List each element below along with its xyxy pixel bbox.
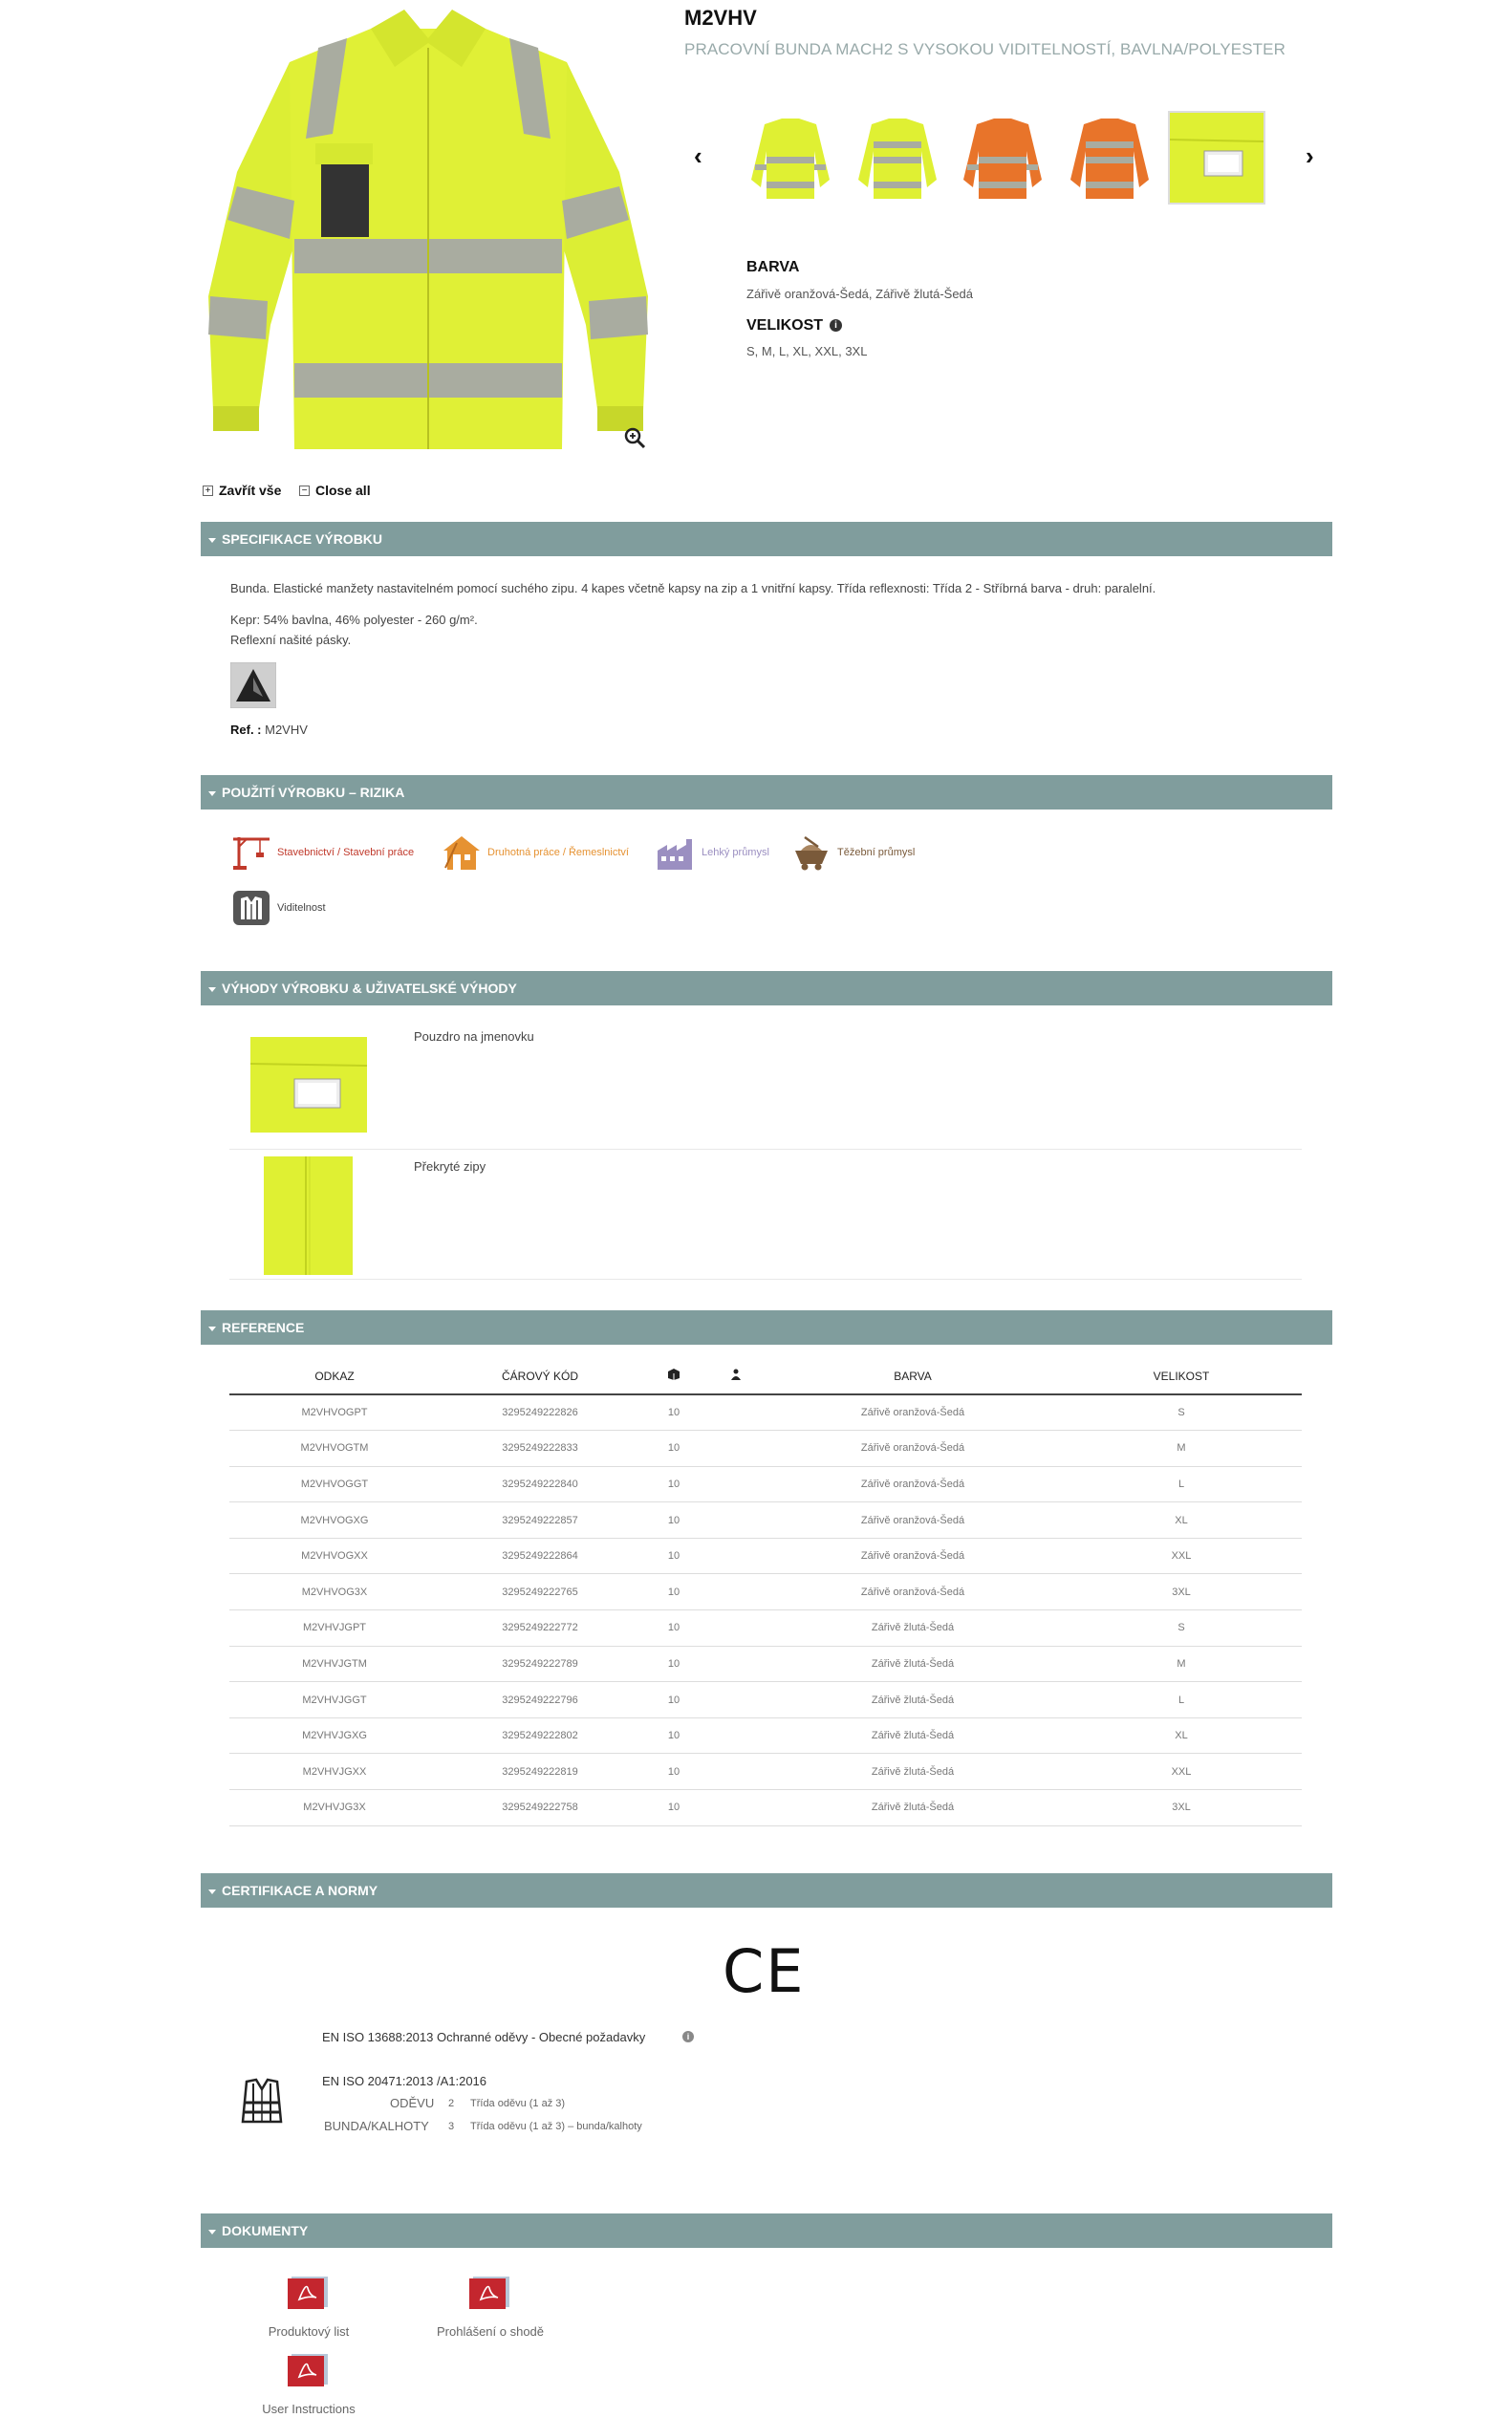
caret-down-icon bbox=[208, 1327, 216, 1331]
table-row bbox=[229, 1394, 1302, 1431]
table-cell: Zářivě oranžová-Šedá bbox=[765, 1574, 1061, 1610]
table-cell bbox=[707, 1610, 765, 1647]
table-cell: Zářivě žlutá-Šedá bbox=[765, 1610, 1061, 1647]
cert-row1-num: 2 bbox=[448, 2098, 455, 2109]
col-header-color: BARVA bbox=[765, 1358, 1061, 1394]
document-product-sheet[interactable] bbox=[232, 2275, 385, 2339]
table-row bbox=[229, 1754, 1302, 1790]
table-cell bbox=[707, 1646, 765, 1682]
table-row bbox=[229, 1717, 1302, 1754]
table-cell: S bbox=[1061, 1394, 1302, 1431]
spec-description: Bunda. Elastické manžety nastavitelném pomocí suchého zipu. 4 kapes včetně kapsy na zip a 1 vnitřní kapsy. Třída reflexnosti: Třída 2 - Stříbrná barva - druh: paralelní. bbox=[230, 581, 1156, 595]
table-cell: Zářivě oranžová-Šedá bbox=[765, 1502, 1061, 1539]
table-cell: Zářivě žlutá-Šedá bbox=[765, 1682, 1061, 1718]
ref-value: M2VHV bbox=[265, 723, 308, 737]
table-cell: M2VHVOGXG bbox=[229, 1502, 440, 1539]
risk-label: Těžební průmysl bbox=[837, 847, 916, 858]
table-row bbox=[229, 1646, 1302, 1682]
document-label: Prohlášení o shodě bbox=[436, 2324, 545, 2339]
pdf-icon bbox=[469, 2275, 511, 2309]
table-cell: 10 bbox=[640, 1717, 707, 1754]
risk-label: Druhotná práce / Řemeslnictví bbox=[487, 847, 629, 858]
thumbnail-yellow-front[interactable] bbox=[744, 113, 837, 203]
chevron-left-icon[interactable]: ‹ bbox=[694, 141, 702, 170]
iso-13688: EN ISO 13688:2013 Ochranné oděvy - Obecné požadavky bbox=[322, 2030, 646, 2044]
table-cell: 10 bbox=[640, 1431, 707, 1467]
expand-all-toggle[interactable] bbox=[203, 483, 281, 498]
col-header-pack bbox=[640, 1358, 707, 1394]
table-cell bbox=[707, 1394, 765, 1431]
cert-row1-label: ODĚVU bbox=[390, 2096, 435, 2110]
table-cell: M bbox=[1061, 1646, 1302, 1682]
table-cell: 3295249222840 bbox=[440, 1466, 640, 1502]
cert-row2-num: 3 bbox=[448, 2121, 455, 2132]
document-user-instructions[interactable] bbox=[232, 2352, 385, 2416]
benefit-image-badge-pocket bbox=[250, 1037, 367, 1133]
section-header-docs[interactable] bbox=[201, 2213, 1332, 2248]
table-cell: M2VHVOGGT bbox=[229, 1466, 440, 1502]
table-cell: M2VHVJGGT bbox=[229, 1682, 440, 1718]
mining-cart-icon bbox=[791, 833, 832, 872]
crane-icon bbox=[231, 833, 271, 872]
table-cell: 10 bbox=[640, 1466, 707, 1502]
table-cell: L bbox=[1061, 1466, 1302, 1502]
expand-all-label: Zavřít vše bbox=[219, 483, 282, 498]
factory-icon bbox=[656, 833, 696, 872]
benefit-image-zip bbox=[264, 1156, 353, 1275]
table-cell: Zářivě oranžová-Šedá bbox=[765, 1394, 1061, 1431]
table-cell: 10 bbox=[640, 1538, 707, 1574]
section-header-usage[interactable] bbox=[201, 775, 1332, 810]
table-cell: 10 bbox=[640, 1790, 707, 1826]
cert-row1-desc: Třída oděvu (1 až 3) bbox=[470, 2098, 566, 2109]
table-cell: 10 bbox=[640, 1394, 707, 1431]
table-cell: Zářivě žlutá-Šedá bbox=[765, 1646, 1061, 1682]
table-cell: Zářivě žlutá-Šedá bbox=[765, 1790, 1061, 1826]
table-cell: M2VHVOGPT bbox=[229, 1394, 440, 1431]
table-row bbox=[229, 1538, 1302, 1574]
table-cell bbox=[707, 1431, 765, 1467]
info-icon[interactable]: i bbox=[682, 2031, 694, 2042]
ce-mark: CE bbox=[723, 1936, 806, 2006]
reference-table bbox=[229, 1358, 1302, 1826]
table-row bbox=[229, 1790, 1302, 1826]
table-cell bbox=[707, 1754, 765, 1790]
table-cell: 3295249222857 bbox=[440, 1502, 640, 1539]
house-icon bbox=[442, 833, 482, 872]
table-row bbox=[229, 1502, 1302, 1539]
table-cell: 3295249222826 bbox=[440, 1394, 640, 1431]
table-cell bbox=[707, 1682, 765, 1718]
caret-down-icon bbox=[208, 538, 216, 543]
package-icon bbox=[667, 1369, 680, 1380]
table-cell bbox=[707, 1574, 765, 1610]
table-header-row bbox=[229, 1358, 1302, 1394]
risk-label: Stavebnictví / Stavební práce bbox=[277, 847, 415, 858]
table-cell: Zářivě žlutá-Šedá bbox=[765, 1717, 1061, 1754]
table-cell: 3XL bbox=[1061, 1790, 1302, 1826]
table-cell: M2VHVOGXX bbox=[229, 1538, 440, 1574]
product-subtitle: PRACOVNÍ BUNDA MACH2 S VYSOKOU VIDITELNOSTÍ, BAVLNA/POLYESTER bbox=[684, 40, 1285, 58]
table-cell: 3295249222864 bbox=[440, 1538, 640, 1574]
visibility-vest-icon bbox=[231, 889, 271, 927]
size-label: VELIKOST bbox=[746, 317, 824, 334]
reference-line bbox=[230, 723, 308, 737]
chevron-right-icon[interactable]: › bbox=[1306, 141, 1314, 170]
color-label: BARVA bbox=[746, 259, 800, 275]
col-header-person bbox=[707, 1358, 765, 1394]
table-cell bbox=[707, 1502, 765, 1539]
table-cell: 3295249222833 bbox=[440, 1431, 640, 1467]
spec-material: Kepr: 54% bavlna, 46% polyester - 260 g/m². bbox=[230, 613, 478, 627]
col-header-size: VELIKOST bbox=[1061, 1358, 1302, 1394]
section-header-cert[interactable] bbox=[201, 1873, 1332, 1908]
table-cell: M2VHVJGPT bbox=[229, 1610, 440, 1647]
table-cell: L bbox=[1061, 1682, 1302, 1718]
document-label: Produktový list bbox=[268, 2324, 350, 2339]
section-title: REFERENCE bbox=[222, 1320, 305, 1335]
table-cell: Zářivě oranžová-Šedá bbox=[765, 1466, 1061, 1502]
table-cell: XXL bbox=[1061, 1754, 1302, 1790]
table-cell: 10 bbox=[640, 1754, 707, 1790]
table-cell: M2VHVJGTM bbox=[229, 1646, 440, 1682]
table-cell: 3XL bbox=[1061, 1574, 1302, 1610]
table-cell: XL bbox=[1061, 1502, 1302, 1539]
pdf-icon bbox=[288, 2275, 330, 2309]
plus-box-icon: + bbox=[203, 486, 213, 496]
table-cell: 10 bbox=[640, 1502, 707, 1539]
table-cell: M2VHVOG3X bbox=[229, 1574, 440, 1610]
table-cell: Zářivě oranžová-Šedá bbox=[765, 1538, 1061, 1574]
table-cell: 10 bbox=[640, 1646, 707, 1682]
main-product-image[interactable] bbox=[199, 10, 658, 454]
section-header-benefits[interactable] bbox=[201, 971, 1332, 1005]
table-cell: 3295249222789 bbox=[440, 1646, 640, 1682]
divider bbox=[229, 1279, 1302, 1280]
col-header-odkaz: ODKAZ bbox=[229, 1358, 440, 1394]
caret-down-icon bbox=[208, 2230, 216, 2234]
thumbnail-orange-front[interactable] bbox=[956, 113, 1049, 203]
table-cell: XXL bbox=[1061, 1538, 1302, 1574]
cert-row2-label: BUNDA/KALHOTY bbox=[324, 2119, 429, 2133]
table-cell bbox=[707, 1790, 765, 1826]
benefit-label: Překryté zipy bbox=[414, 1159, 486, 1174]
thumbnail-yellow-back[interactable] bbox=[851, 113, 944, 203]
table-cell: 3295249222819 bbox=[440, 1754, 640, 1790]
table-row bbox=[229, 1431, 1302, 1467]
table-row bbox=[229, 1610, 1302, 1647]
table-cell: M2VHVJGXX bbox=[229, 1754, 440, 1790]
table-cell: M bbox=[1061, 1431, 1302, 1467]
person-icon bbox=[731, 1369, 741, 1380]
table-cell: S bbox=[1061, 1610, 1302, 1647]
size-value: S, M, L, XL, XXL, 3XL bbox=[746, 344, 868, 358]
section-title: DOKUMENTY bbox=[222, 2223, 309, 2238]
caret-down-icon bbox=[208, 791, 216, 796]
thumbnail-orange-back[interactable] bbox=[1063, 113, 1156, 203]
table-cell: M2VHVJGXG bbox=[229, 1717, 440, 1754]
section-header-reference[interactable] bbox=[201, 1310, 1332, 1345]
table-cell: 3295249222758 bbox=[440, 1790, 640, 1826]
section-title: CERTIFIKACE A NORMY bbox=[222, 1883, 378, 1898]
divider bbox=[229, 1149, 1302, 1150]
thumbnail-badge-pocket[interactable] bbox=[1170, 113, 1264, 203]
document-declaration[interactable] bbox=[414, 2275, 567, 2339]
zoom-icon[interactable] bbox=[623, 426, 646, 449]
table-row bbox=[229, 1682, 1302, 1718]
caret-down-icon bbox=[208, 987, 216, 992]
risk-label: Viditelnost bbox=[277, 902, 326, 914]
table-cell: M2VHVOGTM bbox=[229, 1431, 440, 1467]
table-row bbox=[229, 1574, 1302, 1610]
risk-mining bbox=[791, 833, 915, 872]
brand-logo-icon bbox=[230, 662, 276, 708]
product-code: M2VHV bbox=[684, 6, 757, 30]
table-cell bbox=[707, 1466, 765, 1502]
close-all-toggle[interactable] bbox=[299, 483, 371, 498]
spec-reflective: Reflexní našité pásky. bbox=[230, 633, 352, 647]
risk-construction bbox=[231, 833, 414, 872]
table-cell: Zářivě oranžová-Šedá bbox=[765, 1431, 1061, 1467]
table-cell: 3295249222772 bbox=[440, 1610, 640, 1647]
cert-row2-desc: Třída oděvu (1 až 3) – bunda/kalhoty bbox=[470, 2121, 642, 2132]
section-title: SPECIFIKACE VÝROBKU bbox=[222, 531, 383, 547]
hi-vis-vest-icon bbox=[241, 2078, 283, 2130]
iso-20471: EN ISO 20471:2013 /A1:2016 bbox=[322, 2074, 487, 2088]
table-cell: 3295249222765 bbox=[440, 1574, 640, 1610]
caret-down-icon bbox=[208, 1889, 216, 1894]
info-icon[interactable]: i bbox=[830, 319, 842, 332]
document-label: User Instructions bbox=[262, 2402, 356, 2416]
section-header-spec[interactable] bbox=[201, 522, 1332, 556]
risk-light-industry bbox=[656, 833, 769, 872]
minus-box-icon: − bbox=[299, 486, 310, 496]
benefit-label: Pouzdro na jmenovku bbox=[414, 1029, 534, 1044]
table-cell: XL bbox=[1061, 1717, 1302, 1754]
table-cell bbox=[707, 1538, 765, 1574]
table-cell: Zářivě žlutá-Šedá bbox=[765, 1754, 1061, 1790]
section-title: VÝHODY VÝROBKU & UŽIVATELSKÉ VÝHODY bbox=[222, 981, 517, 996]
ref-label: Ref. : bbox=[230, 723, 262, 737]
section-title: POUŽITÍ VÝROBKU – RIZIKA bbox=[222, 785, 405, 800]
risk-craft bbox=[442, 833, 629, 872]
table-cell: 3295249222802 bbox=[440, 1717, 640, 1754]
risk-label: Lehký průmysl bbox=[702, 847, 769, 858]
col-header-barcode: ČÁROVÝ KÓD bbox=[440, 1358, 640, 1394]
close-all-label: Close all bbox=[315, 483, 371, 498]
table-cell: 10 bbox=[640, 1574, 707, 1610]
risk-visibility bbox=[231, 889, 326, 927]
table-cell: 3295249222796 bbox=[440, 1682, 640, 1718]
table-row bbox=[229, 1466, 1302, 1502]
table-cell bbox=[707, 1717, 765, 1754]
color-value: Zářivě oranžová-Šedá, Zářivě žlutá-Šedá bbox=[746, 287, 974, 301]
table-cell: 10 bbox=[640, 1610, 707, 1647]
pdf-icon bbox=[288, 2352, 330, 2386]
table-cell: M2VHVJG3X bbox=[229, 1790, 440, 1826]
table-cell: 10 bbox=[640, 1682, 707, 1718]
